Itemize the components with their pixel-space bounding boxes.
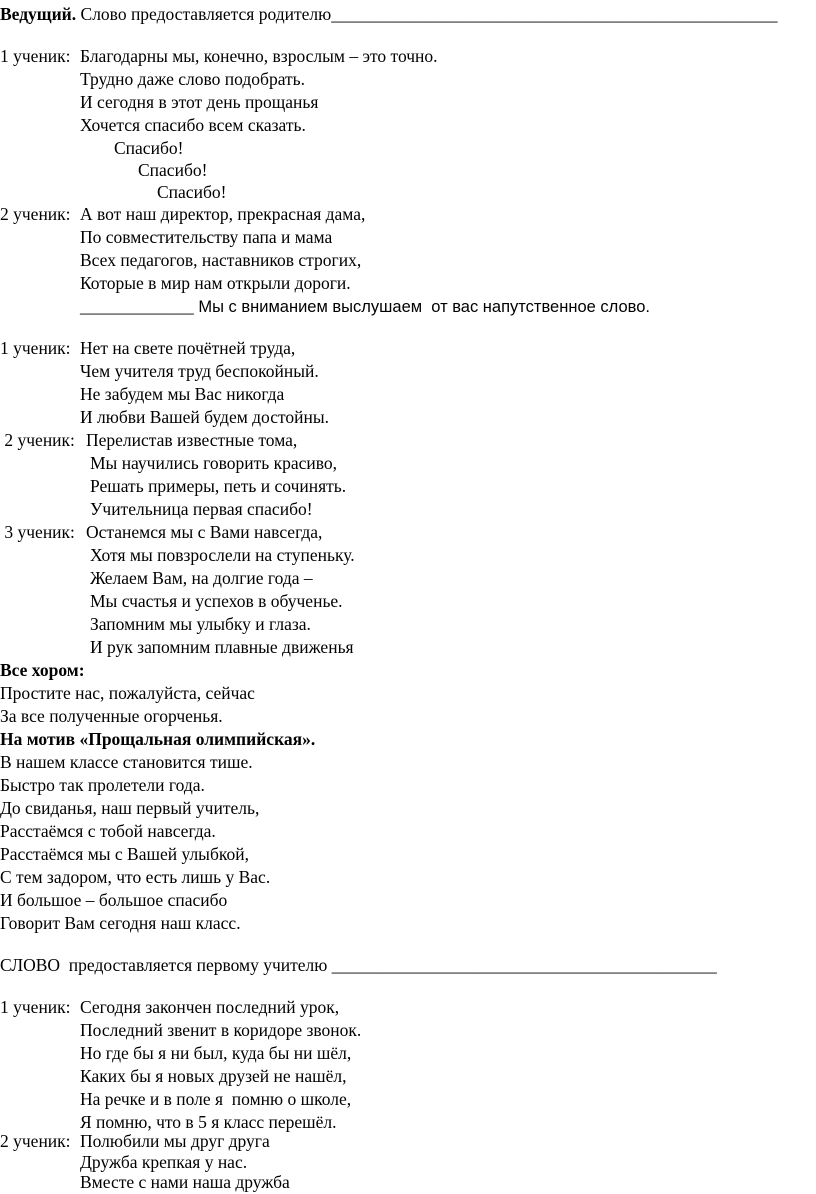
- verse-line: Мы счастья и успехов в обученье.: [90, 591, 343, 611]
- invite-line: [80, 296, 650, 318]
- thanks-line: Спасибо!: [138, 160, 208, 180]
- verse-line: На речке и в поле я помню о школе,: [80, 1089, 352, 1109]
- verse-line: Я помню, что в 5 я класс перешёл.: [80, 1112, 337, 1132]
- verse-line: Но где бы я ни был, куда бы ни шёл,: [80, 1043, 352, 1063]
- verse-line: А вот наш директор, прекрасная дама,: [80, 204, 366, 224]
- student-1-label: 1 ученик:: [0, 997, 75, 1017]
- verse-line: Дружба крепкая у нас.: [80, 1152, 248, 1172]
- invite-text: Мы с вниманием выслушаем от вас напутственное слово.: [193, 298, 650, 316]
- thanks-line: Спасибо!: [114, 138, 184, 158]
- verse-line: Запомним мы улыбку и глаза.: [90, 614, 311, 634]
- verse-line: И любви Вашей будем достойны.: [80, 407, 330, 427]
- verse-line: Не забудем мы Вас никогда: [80, 384, 285, 404]
- director-name-blank: _____________: [80, 296, 194, 316]
- verse-line: Сегодня закончен последний урок,: [80, 997, 340, 1017]
- student-3-label: 3 ученик:: [0, 522, 80, 542]
- chorus-line: Простите нас, пожалуйста, сейчас: [0, 683, 255, 703]
- verse-line: Полюбили мы друг друга: [80, 1131, 270, 1151]
- thanks-line: Спасибо!: [157, 182, 227, 202]
- parent-name-blank: ___________________________________________________: [331, 4, 778, 24]
- verse-line: Желаем Вам, на долгие года –: [90, 568, 313, 588]
- intro-line: [0, 4, 777, 26]
- student-2-label: 2 ученик:: [0, 430, 80, 450]
- verse-line: Последний звенит в коридоре звонок.: [80, 1020, 362, 1040]
- teacher-name-blank: ____________________________________________: [331, 955, 717, 975]
- verse-line: И рук запомним плавные движенья: [90, 637, 354, 657]
- student-1-label: 1 ученик:: [0, 338, 75, 358]
- verse-line: Вместе с нами наша дружба: [80, 1172, 290, 1192]
- verse-line: Благодарны мы, конечно, взрослым – это точно.: [80, 46, 438, 66]
- verse-line: Останемся мы с Вами навсегда,: [86, 522, 323, 542]
- verse-line: Трудно даже слово подобрать.: [80, 69, 306, 89]
- verse-line: Мы научились говорить красиво,: [90, 453, 337, 473]
- verse-line: Всех педагогов, наставников строгих,: [80, 250, 362, 270]
- verse-line: Чем учителя труд беспокойный.: [80, 361, 319, 381]
- song-line: В нашем классе становится тише.: [0, 752, 253, 772]
- host-label: Ведущий.: [0, 4, 77, 24]
- verse-line: По совместительству папа и мама: [80, 227, 333, 247]
- intro-text: Слово предоставляется родителю: [76, 4, 332, 24]
- verse-line: Нет на свете почётней труда,: [80, 338, 296, 358]
- chorus-heading: Все хором:: [0, 660, 85, 680]
- song-line: И большое – большое спасибо: [0, 890, 228, 910]
- song-line: До свиданья, наш первый учитель,: [0, 798, 260, 818]
- verse-line: Учительница первая спасибо!: [90, 499, 313, 519]
- song-line: Говорит Вам сегодня наш класс.: [0, 913, 241, 933]
- verse-line: Которые в мир нам открыли дороги.: [80, 273, 351, 293]
- teacher-line: [0, 955, 717, 977]
- song-line: Быстро так пролетели года.: [0, 775, 205, 795]
- chorus-line: За все полученные огорченья.: [0, 706, 223, 726]
- student-1-label: 1 ученик:: [0, 46, 75, 66]
- song-line: С тем задором, что есть лишь у Вас.: [0, 867, 271, 887]
- song-heading: На мотив «Прощальная олимпийская».: [0, 729, 316, 749]
- verse-line: Решать примеры, петь и сочинять.: [90, 476, 347, 496]
- student-2-label: 2 ученик:: [0, 204, 75, 224]
- student-2-label: 2 ученик:: [0, 1131, 75, 1151]
- song-line: Расстаёмся с тобой навсегда.: [0, 821, 216, 841]
- verse-line: Каких бы я новых друзей не нашёл,: [80, 1066, 347, 1086]
- song-line: Расстаёмся мы с Вашей улыбкой,: [0, 844, 249, 864]
- verse-line: Хочется спасибо всем сказать.: [80, 115, 306, 135]
- verse-line: Перелистав известные тома,: [86, 430, 298, 450]
- verse-line: И сегодня в этот день прощанья: [80, 92, 319, 112]
- verse-line: Хотя мы повзрослели на ступеньку.: [90, 545, 355, 565]
- teacher-text: СЛОВО предоставляется первому учителю: [0, 955, 332, 975]
